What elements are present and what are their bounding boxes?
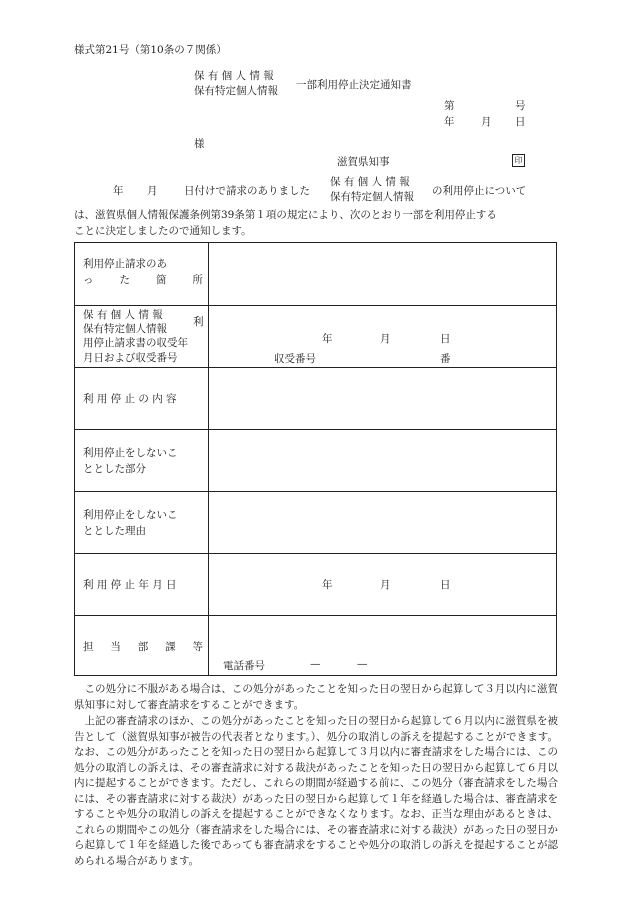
intro-line-2: は、滋賀県個人情報保護条例第39条第１項の規定により、次のとおり一部を利用停止する (74, 209, 497, 221)
table-row-receipt (75, 305, 556, 367)
table-row-not-stopped-reason (75, 491, 556, 553)
stop-date-year: 年 (322, 579, 333, 591)
phone-label: 電話番号 (223, 660, 265, 672)
note-lawsuit: 上記の審査請求のほか、この処分があったことを知った日の翌日から起算して６月以内に滋賀県を被告として（滋賀県知事が被告の代表者となります。）、処分の取消しの訴えを提起することができます。なお、この処分があったことを知った日の翌日から起算して３月以内に審査請求をした場合には、この処分の取消しの訴えは、その審査請求に対する裁決があったことを知った日の翌日から起算して６月以内に提起することができます。ただし、これらの期間が経過する前に、この処分（審査請求をした場合には、その審査請求に対する裁決）があった日の翌日から起算して１年を経過した場合は、審査請求をすることや処分の取消しの訴えを提起することができなくなります。なお、正当な理由があるときは、これらの期間やこの処分（審査請求をした場合には、その審査請求に対する裁決）があった日の翌日から起算して１年を経過した後であっても審査請求をすることや処分の取消しの訴えを提起することが認められる場合があります。 (74, 715, 558, 867)
note-review-request: この処分に不服がある場合は、この処分があったことを知った日の翌日から起算して３月以内に滋賀県知事に対して審査請求をすることができます。 (74, 683, 558, 711)
receipt-month: 月 (380, 333, 391, 345)
title-option-personal: 保 有 個 人 情 報 (194, 70, 274, 82)
table-row-not-stopped-part (75, 429, 556, 491)
label-content: 利 用 停 止 の 内 容 (83, 393, 177, 405)
table-row-request-location (75, 243, 556, 305)
issuer-name: 滋賀県知事 (337, 156, 390, 168)
table-row-content (75, 367, 556, 429)
receipt-year: 年 (322, 333, 333, 345)
phone-dash-2: — (357, 658, 368, 670)
label-receipt: 保 有 個 人 情 報 保有特定個人情報 利 用停止請求書の収受年 月日および収受番号 (83, 309, 204, 364)
intro-month: 月 (147, 185, 158, 197)
label-department: 担 当 部 課 等 (83, 641, 203, 653)
seal-mark: 印 (512, 154, 525, 167)
intro-options (330, 175, 414, 205)
table-row-stop-date (75, 553, 556, 615)
date-month: 月 (481, 116, 492, 128)
title-options (194, 69, 278, 99)
title-option-specific: 保有特定個人情報 (194, 85, 278, 97)
stop-date-day: 日 (440, 579, 451, 591)
addressee-suffix: 様 (194, 138, 205, 150)
label-request-location: 利用停止請求のあ っ た 箇 所 (83, 258, 203, 286)
label-stop-date: 利 用 停 止 年 月 日 (83, 579, 177, 591)
intro-after-options: の利用停止について (432, 185, 527, 197)
form-number: 様式第21号（第10条の７関係） (74, 44, 227, 56)
document-title: 一部利用停止決定通知書 (296, 79, 412, 91)
number-dai: 第 (444, 100, 455, 112)
receipt-day: 日 (440, 333, 451, 345)
stop-date-month: 月 (380, 579, 391, 591)
detail-table (74, 242, 557, 676)
table-row-department (75, 615, 556, 677)
intro-option-personal: 保 有 個 人 情 報 (330, 176, 410, 188)
intro-year: 年 (113, 185, 124, 197)
intro-option-specific: 保有特定個人情報 (330, 191, 414, 203)
receipt-number-suffix: 番 (440, 353, 451, 365)
number-go: 号 (515, 100, 526, 112)
date-year: 年 (444, 116, 455, 128)
date-day: 日 (515, 116, 526, 128)
intro-line-3: ことに決定しましたので通知します。 (74, 225, 252, 237)
label-not-stopped-reason: 利用停止をしないこ ととした理由 (83, 509, 178, 537)
phone-dash-1: — (310, 658, 321, 670)
receipt-number-label: 収受番号 (274, 353, 316, 365)
intro-day-text: 日付けで請求のありました (184, 185, 310, 197)
label-not-stopped-part: 利用停止をしないこ ととした部分 (83, 447, 178, 475)
